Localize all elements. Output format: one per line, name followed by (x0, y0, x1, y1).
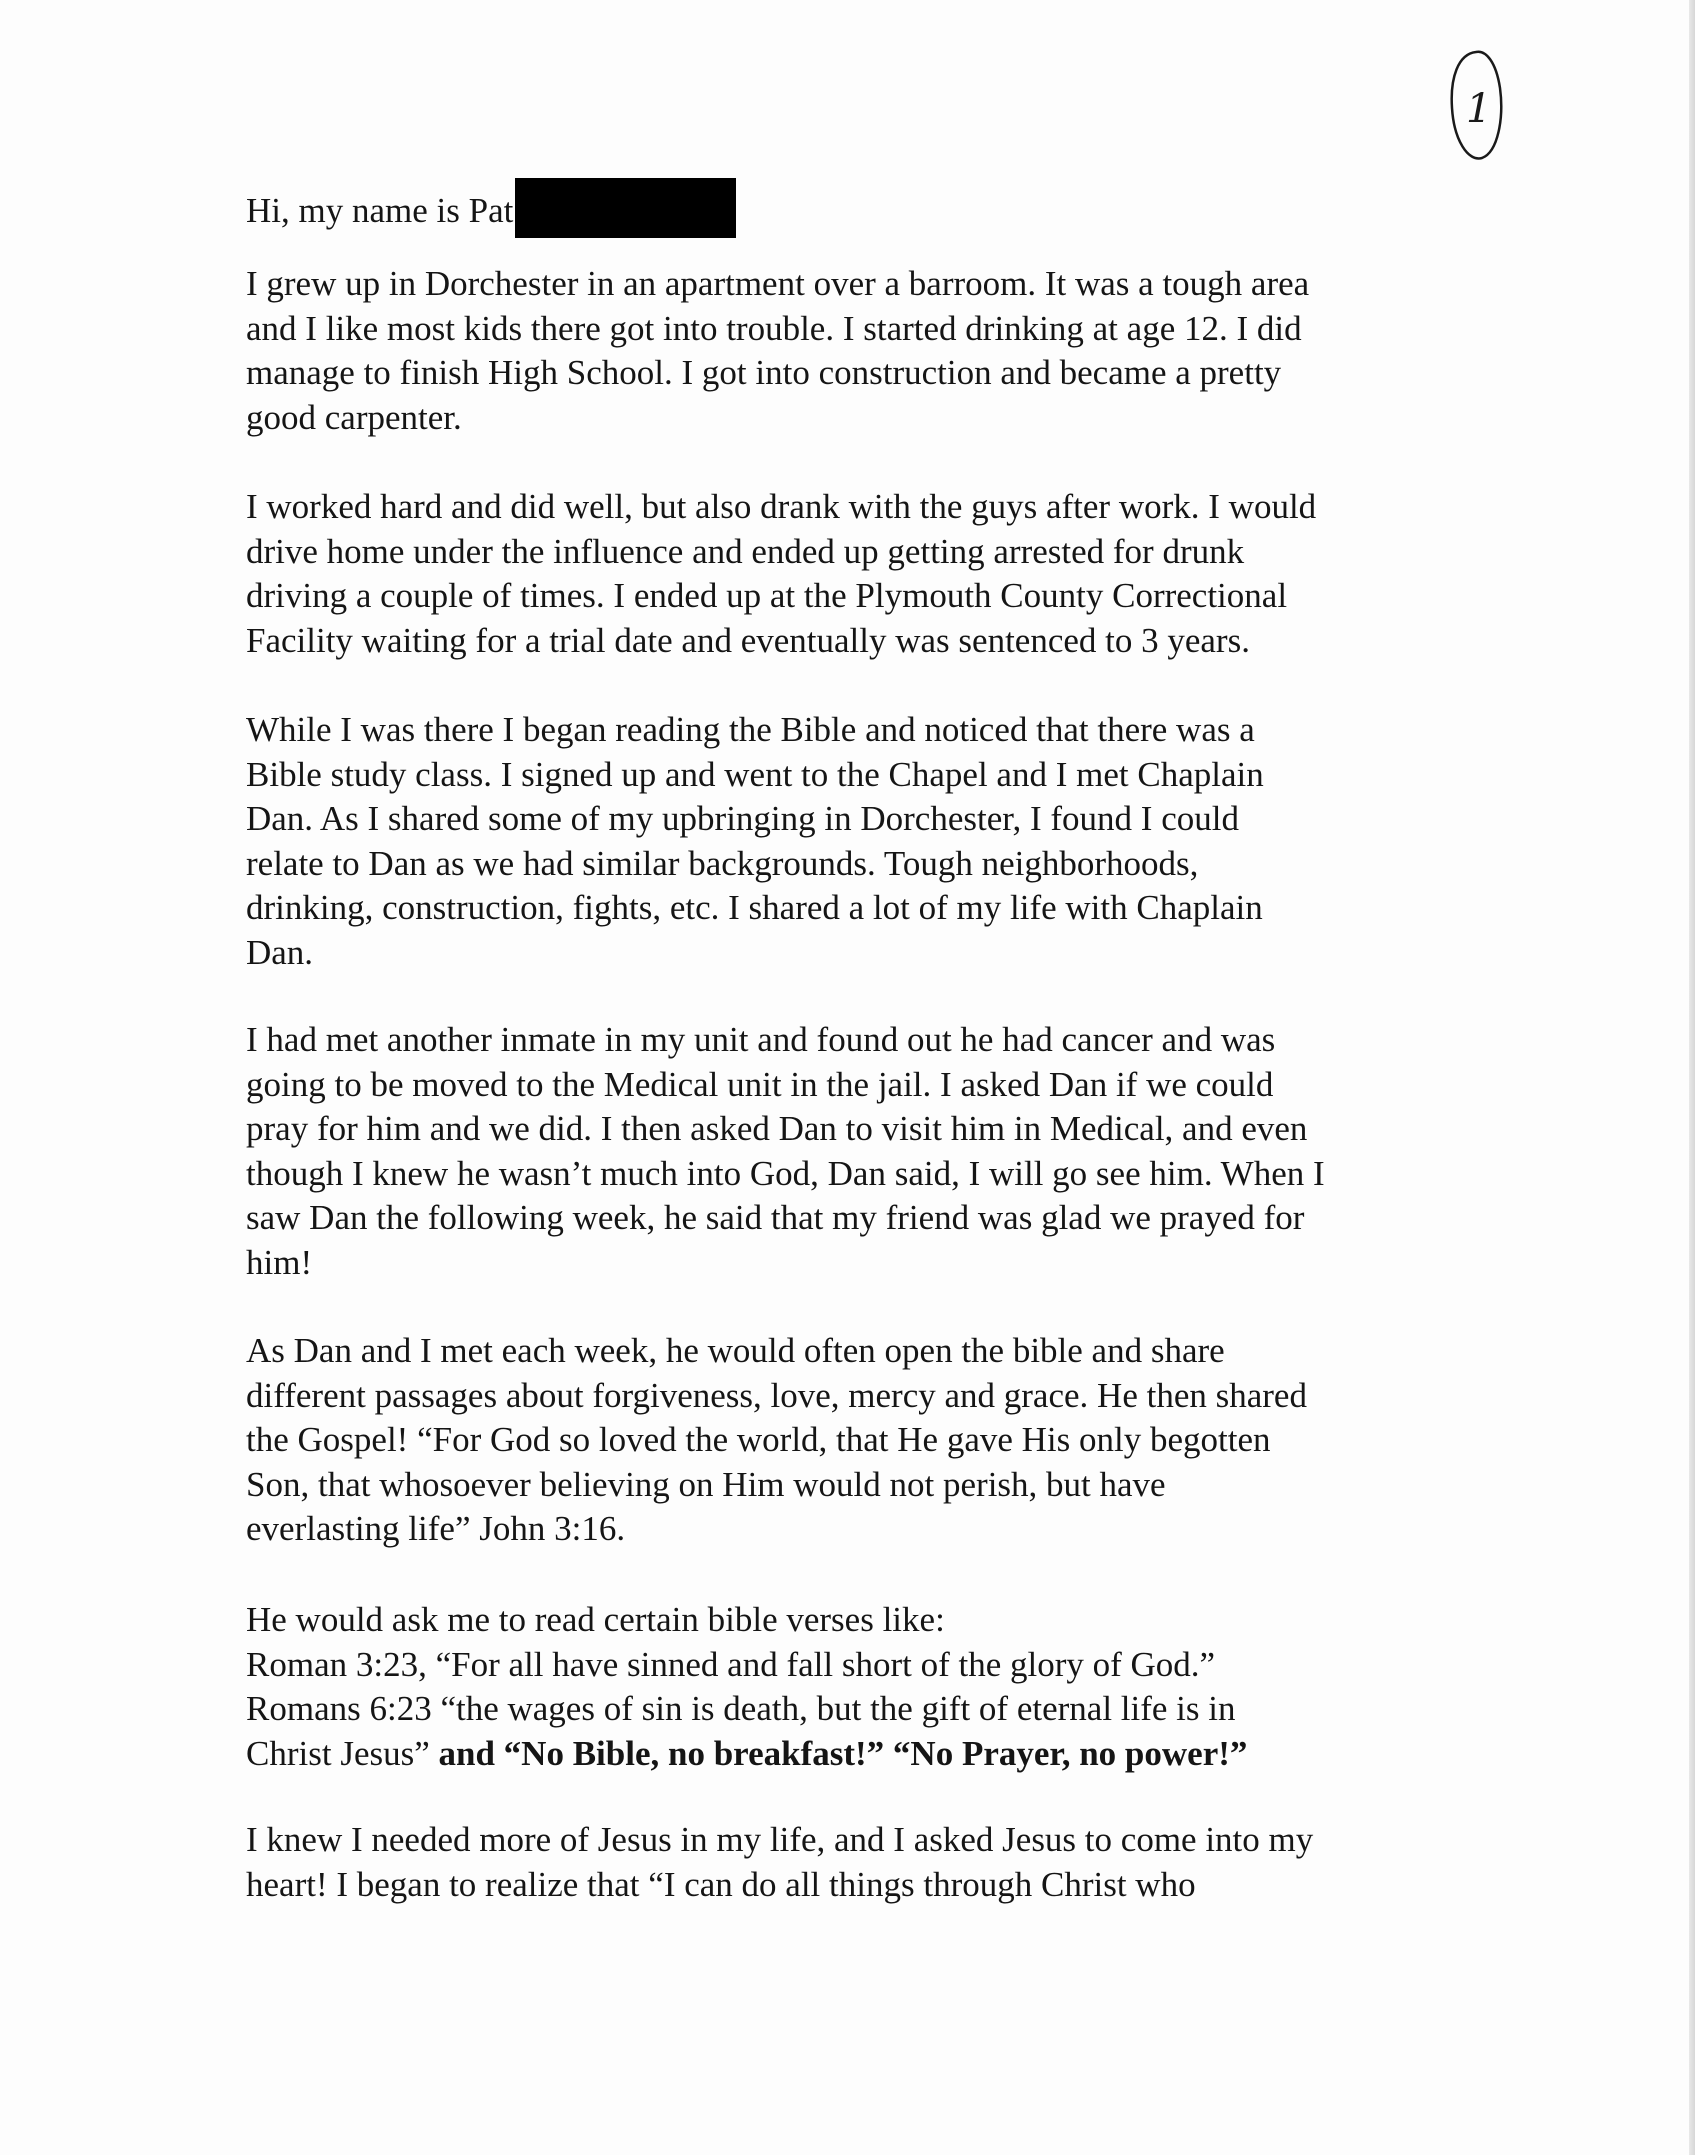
text-line: saw Dan the following week, he said that my friend was glad we prayed for (246, 1198, 1305, 1237)
text-plain: Christ Jesus” (246, 1733, 430, 1773)
text-line: Bible study class. I signed up and went to the Chapel and I met Chaplain (246, 754, 1264, 794)
text-line: I had met another inmate in my unit and found out he had cancer and was (246, 1020, 1276, 1059)
text-line: Son, that whosoever believing on Him would not perish, but have (246, 1464, 1166, 1504)
greeting-line (246, 178, 1486, 238)
text-line: heart! I began to realize that “I can do all things through Christ who (246, 1864, 1196, 1904)
text-line: Romans 6:23 “the wages of sin is death, but the gift of eternal life is in (246, 1689, 1236, 1728)
text-line: him! (246, 1242, 313, 1282)
text-line: I worked hard and did well, but also drank with the guys after work. I would (246, 487, 1317, 526)
page-number-digit: 1 (1466, 86, 1492, 132)
paragraph-6 (246, 1598, 1486, 1776)
text-line: everlasting life” John 3:16. (246, 1509, 626, 1548)
text-line: Roman 3:23, “For all have sinned and fall short of the glory of God.” (246, 1644, 1216, 1684)
redacted-surname-box (515, 178, 736, 238)
text-line: relate to Dan as we had similar backgrounds. Tough neighborhoods, (246, 843, 1199, 883)
text-line: though I knew he wasn’t much into God, Dan said, I will go see him. When I (246, 1153, 1325, 1193)
text-line: different passages about forgiveness, love, mercy and grace. He then shared (246, 1375, 1307, 1415)
greeting-text: Hi, my name is Pat (246, 191, 514, 230)
text-line: drive home under the influence and ended up getting arrested for drunk (246, 531, 1245, 571)
text-line: drinking, construction, fights, etc. I shared a lot of my life with Chaplain (246, 888, 1263, 927)
text-line: good carpenter. (246, 397, 462, 437)
text-line: pray for him and we did. I then asked Dan to visit him in Medical, and even (246, 1109, 1308, 1148)
text-line: Dan. (246, 932, 314, 972)
bold-slogans: and “No Bible, no breakfast!” “No Prayer, no power!” (429, 1733, 1248, 1773)
handwritten-page-number (1446, 48, 1506, 166)
paragraph-2 (246, 485, 1486, 663)
paragraph-3 (246, 708, 1486, 975)
text-line: I knew I needed more of Jesus in my life, and I asked Jesus to come into my (246, 1820, 1314, 1859)
text-line: I grew up in Dorchester in an apartment over a barroom. It was a tough area (246, 264, 1310, 303)
paragraph-5 (246, 1329, 1486, 1552)
text-line: going to be moved to the Medical unit in the jail. I asked Dan if we could (246, 1064, 1274, 1104)
scan-edge-shadow (1689, 0, 1695, 2155)
text-line-mixed (246, 1732, 1486, 1777)
text-line: While I was there I began reading the Bible and noticed that there was a (246, 710, 1255, 749)
text-line: the Gospel! “For God so loved the world, that He gave His only begotten (246, 1420, 1271, 1459)
text-line: driving a couple of times. I ended up at the Plymouth County Correctional (246, 576, 1288, 615)
text-line: Facility waiting for a trial date and eventually was sentenced to 3 years. (246, 620, 1250, 660)
text-line: Dan. As I shared some of my upbringing in Dorchester, I found I could (246, 799, 1239, 838)
text-line: As Dan and I met each week, he would often open the bible and share (246, 1331, 1225, 1370)
paragraph-7 (246, 1818, 1486, 1907)
paragraph-1 (246, 262, 1486, 440)
text-line: manage to finish High School. I got into construction and became a pretty (246, 353, 1282, 392)
paragraph-4 (246, 1018, 1486, 1285)
text-line: He would ask me to read certain bible verses like: (246, 1600, 945, 1639)
text-line: and I like most kids there got into trouble. I started drinking at age 12. I did (246, 308, 1302, 348)
